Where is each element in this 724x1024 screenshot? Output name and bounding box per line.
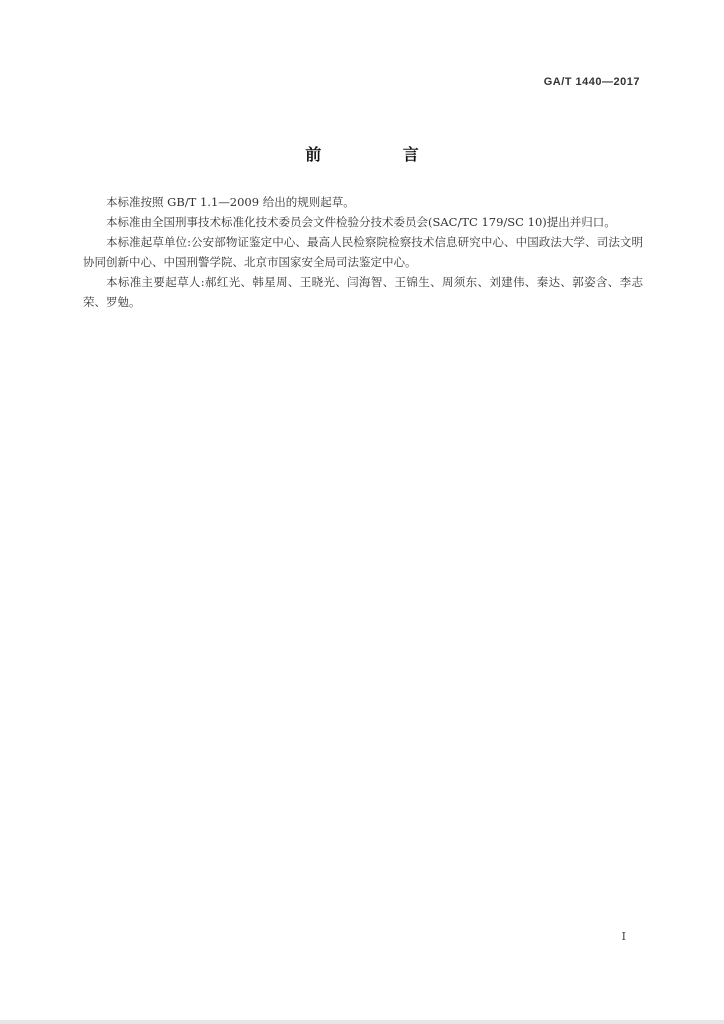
standard-code: GA/T 1440—2017 [543, 76, 640, 88]
page-bottom-divider [0, 1020, 724, 1024]
page-title: 前 言 [305, 145, 457, 164]
page-number: I [621, 930, 626, 943]
paragraph-proposer: 本标准由全国刑事技术标准化技术委员会文件检验分技术委员会(SAC/TC 179/SC 10)提出并归口。 [106, 215, 616, 229]
paragraph-drafting-units: 本标准起草单位:公安部物证鉴定中心、最高人民检察院检察技术信息研究中心、中国政法大学、司法文明协同创新中心、中国刑警学院、北京市国家安全局司法鉴定中心。 [83, 235, 643, 269]
foreword-body [83, 192, 643, 312]
paragraph-drafting-rules: 本标准按照 GB/T 1.1—2009 给出的规则起草。 [106, 195, 355, 209]
paragraph-drafters: 本标准主要起草人:郝红光、韩星周、王晓光、闫海智、王锦生、周须东、刘建伟、秦达、郭姿含、李志荣、罗勉。 [83, 275, 643, 309]
